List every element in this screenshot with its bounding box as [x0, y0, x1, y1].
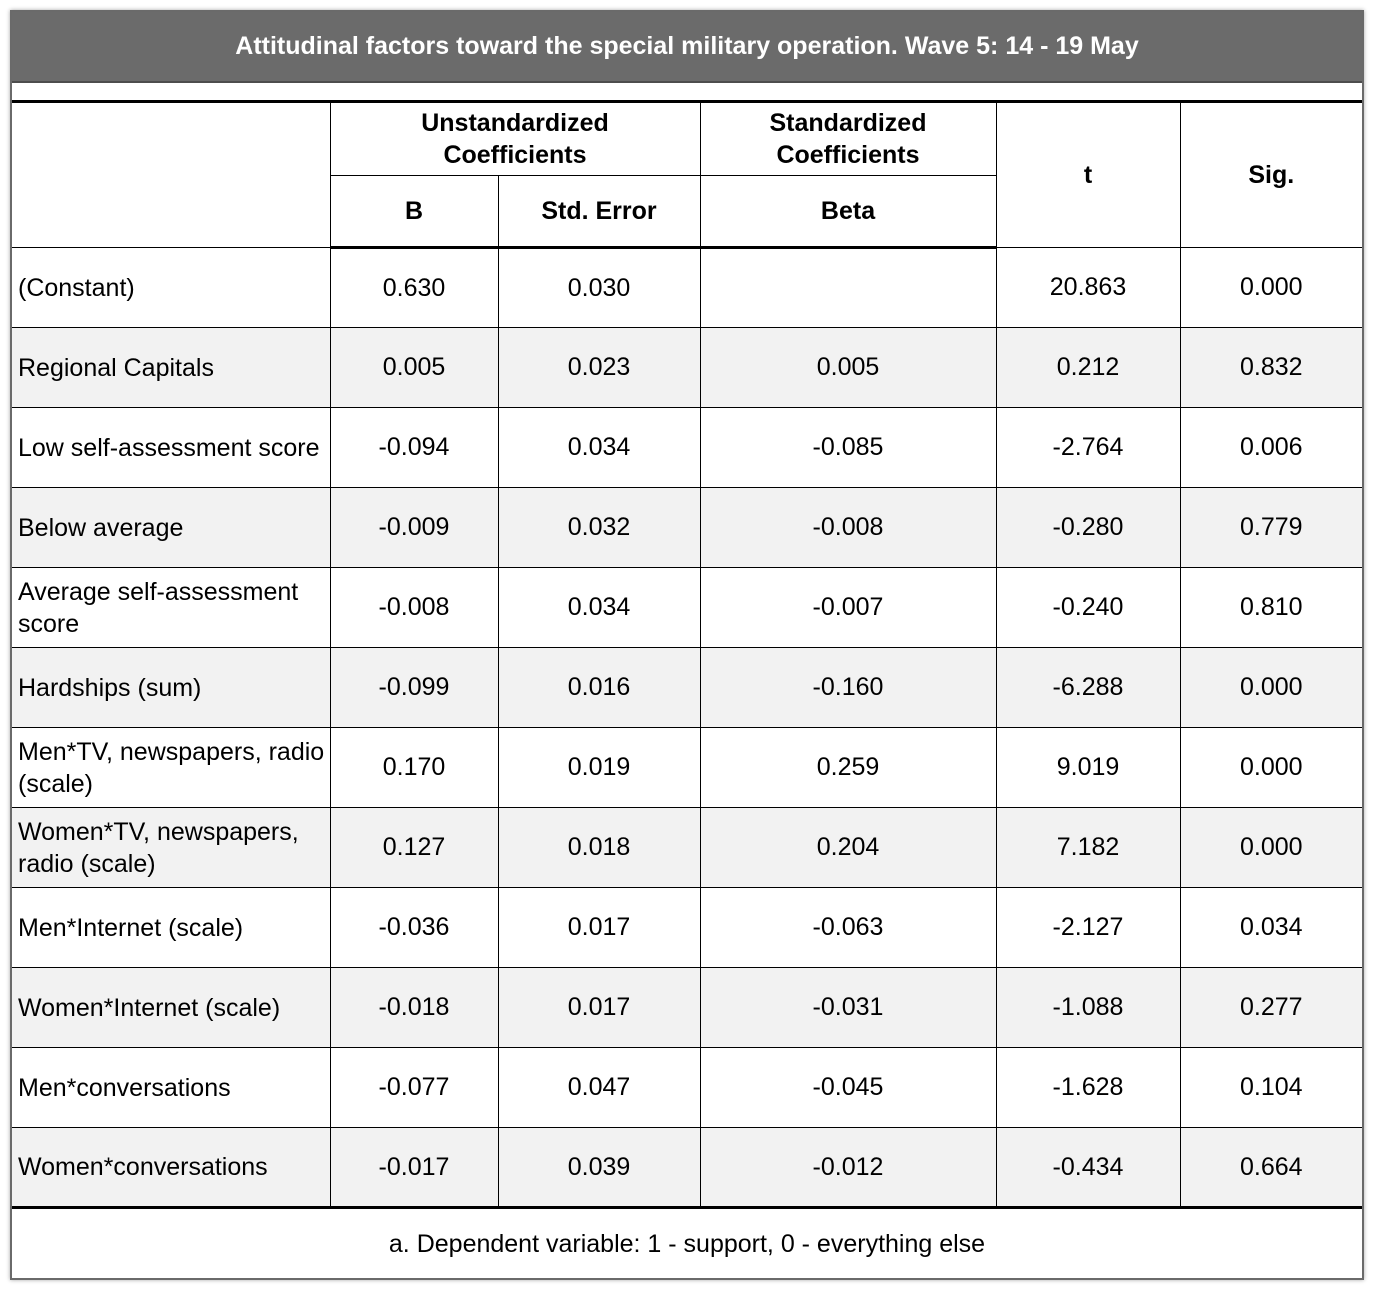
footnote: a. Dependent variable: 1 - support, 0 - everything else [12, 1208, 1362, 1280]
header-standardized-line1: Standardized [769, 109, 927, 137]
footnote-row [12, 1208, 1362, 1280]
cell-b: -0.017 [330, 1128, 498, 1208]
header-std-error: Std. Error [498, 176, 700, 248]
header-unstandardized [330, 102, 700, 176]
row-label: (Constant) [12, 248, 330, 328]
cell-t: 0.212 [996, 328, 1180, 408]
cell-sig: 0.832 [1180, 328, 1362, 408]
cell-std-error: 0.019 [498, 728, 700, 808]
cell-sig: 0.034 [1180, 888, 1362, 968]
cell-sig: 0.000 [1180, 728, 1362, 808]
cell-std-error: 0.047 [498, 1048, 700, 1128]
header-unstandardized-line1: Unstandardized [421, 109, 609, 137]
cell-beta: 0.259 [700, 728, 996, 808]
table-row [12, 408, 1362, 488]
cell-sig: 0.664 [1180, 1128, 1362, 1208]
row-label: Hardships (sum) [12, 648, 330, 728]
cell-beta [700, 248, 996, 328]
cell-t: -2.764 [996, 408, 1180, 488]
row-label: Men*conversations [12, 1048, 330, 1128]
cell-sig: 0.000 [1180, 648, 1362, 728]
cell-beta: 0.005 [700, 328, 996, 408]
cell-std-error: 0.034 [498, 408, 700, 488]
row-label: Regional Capitals [12, 328, 330, 408]
cell-std-error: 0.016 [498, 648, 700, 728]
header-b: B [330, 176, 498, 248]
table-row [12, 888, 1362, 968]
cell-std-error: 0.032 [498, 488, 700, 568]
header-standardized-line2: Coefficients [776, 141, 920, 169]
header-sig: Sig. [1180, 102, 1362, 248]
cell-beta: -0.160 [700, 648, 996, 728]
cell-std-error: 0.017 [498, 888, 700, 968]
cell-std-error: 0.023 [498, 328, 700, 408]
cell-std-error: 0.018 [498, 808, 700, 888]
header-t: t [996, 102, 1180, 248]
cell-beta: -0.063 [700, 888, 996, 968]
table-row [12, 328, 1362, 408]
table-row [12, 568, 1362, 648]
row-label: Women*TV, newspapers, radio (scale) [12, 808, 330, 888]
row-label: Average self-assessment score [12, 568, 330, 648]
row-label: Below average [12, 488, 330, 568]
table-row [12, 968, 1362, 1048]
table-frame [10, 10, 1364, 1280]
row-label: Women*conversations [12, 1128, 330, 1208]
table-row [12, 488, 1362, 568]
header-unstandardized-line2: Coefficients [443, 141, 587, 169]
cell-t: -0.280 [996, 488, 1180, 568]
cell-b: -0.018 [330, 968, 498, 1048]
table-row [12, 648, 1362, 728]
cell-b: 0.630 [330, 248, 498, 328]
table-row [12, 808, 1362, 888]
cell-b: 0.127 [330, 808, 498, 888]
cell-beta: -0.008 [700, 488, 996, 568]
cell-beta: 0.204 [700, 808, 996, 888]
table-row [12, 248, 1362, 328]
cell-beta: -0.007 [700, 568, 996, 648]
header-beta: Beta [700, 176, 996, 248]
cell-t: 7.182 [996, 808, 1180, 888]
cell-std-error: 0.034 [498, 568, 700, 648]
row-label: Low self-assessment score [12, 408, 330, 488]
cell-t: -1.628 [996, 1048, 1180, 1128]
cell-sig: 0.000 [1180, 808, 1362, 888]
cell-b: -0.094 [330, 408, 498, 488]
cell-b: 0.005 [330, 328, 498, 408]
cell-sig: 0.104 [1180, 1048, 1362, 1128]
cell-t: 20.863 [996, 248, 1180, 328]
cell-t: -6.288 [996, 648, 1180, 728]
cell-sig: 0.810 [1180, 568, 1362, 648]
cell-std-error: 0.030 [498, 248, 700, 328]
cell-beta: -0.012 [700, 1128, 996, 1208]
table-title: Attitudinal factors toward the special military operation. Wave 5: 14 - 19 May [12, 12, 1362, 83]
cell-std-error: 0.017 [498, 968, 700, 1048]
cell-t: -0.434 [996, 1128, 1180, 1208]
cell-b: 0.170 [330, 728, 498, 808]
cell-sig: 0.779 [1180, 488, 1362, 568]
table-row [12, 728, 1362, 808]
cell-b: -0.077 [330, 1048, 498, 1128]
cell-t: -2.127 [996, 888, 1180, 968]
cell-t: 9.019 [996, 728, 1180, 808]
cell-b: -0.008 [330, 568, 498, 648]
cell-beta: -0.045 [700, 1048, 996, 1128]
cell-sig: 0.277 [1180, 968, 1362, 1048]
cell-t: -0.240 [996, 568, 1180, 648]
cell-b: -0.009 [330, 488, 498, 568]
row-label: Women*Internet (scale) [12, 968, 330, 1048]
table-row [12, 1128, 1362, 1208]
cell-b: -0.099 [330, 648, 498, 728]
row-label: Men*Internet (scale) [12, 888, 330, 968]
cell-beta: -0.031 [700, 968, 996, 1048]
header-standardized [700, 102, 996, 176]
cell-beta: -0.085 [700, 408, 996, 488]
row-label: Men*TV, newspapers, radio (scale) [12, 728, 330, 808]
cell-t: -1.088 [996, 968, 1180, 1048]
header-blank-cell [12, 102, 330, 248]
cell-b: -0.036 [330, 888, 498, 968]
table-row [12, 1048, 1362, 1128]
cell-sig: 0.006 [1180, 408, 1362, 488]
cell-sig: 0.000 [1180, 248, 1362, 328]
cell-std-error: 0.039 [498, 1128, 700, 1208]
regression-table [12, 100, 1362, 1280]
